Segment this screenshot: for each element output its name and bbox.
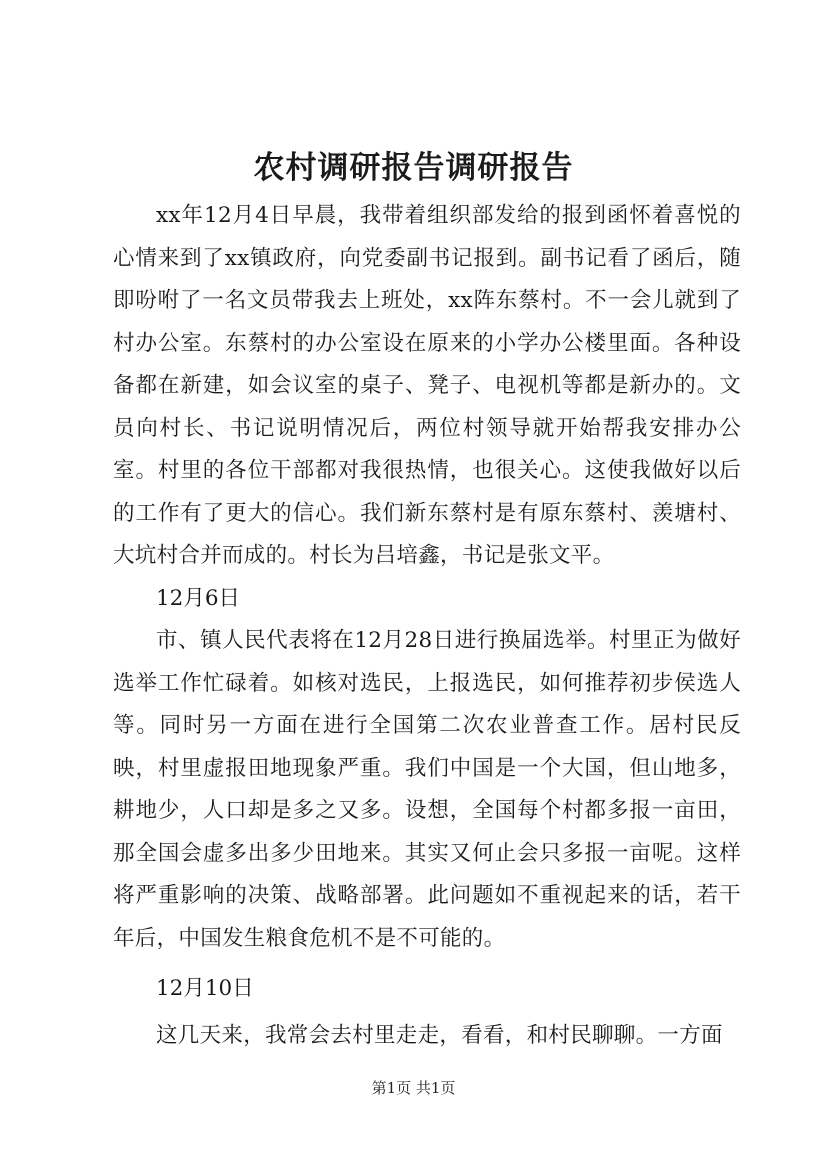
date-heading-dec-6: 12月6日: [156, 585, 241, 611]
document-body: [113, 195, 741, 1057]
page-number-footer: 第1页 共1页: [371, 1079, 456, 1097]
date-heading-dec-10: 12月10日: [156, 976, 254, 1001]
page-title: 农村调研报告调研报告: [253, 150, 574, 186]
paragraph-dec-4: xx年12月4日早晨，我带着组织部发给的报到函怀着喜悦的心情来到了xx镇政府，向党委副书记报到。副书记看了函后，随即吩咐了一名文员带我去上班处，xx阵东蔡村。不一会儿就到了村办公室。东蔡村的办公室设在原来的小学办公楼里面。各种设备都在新建，如会议室的桌子、凳子、电视机等都是新办的。文员向村长、书记说明情况后，两位村领导就开始帮我安排办公室。村里的各位干部都对我很热情，也很关心。这使我做好以后的工作有了更大的信心。我们新东蔡村是有原东蔡村、羡塘村、大坑村合并而成的。村长为吕培鑫，书记是张文平。: [113, 203, 741, 568]
paragraph-dec-6: 市、镇人民代表将在12月28日进行换届选举。村里正为做好选举工作忙碌着。如核对选民，上报选民，如何推荐初步侯选人等。同时另一方面在进行全国第二次农业普查工作。居村民反映，村里虚报田地现象严重。我们中国是一个大国，但山地多，耕地少，人口却是多之又多。设想，全国每个村都多报一亩田，那全国会虚多出多少田地来。其实又何止会只多报一亩呢。这样将严重影响的决策、战略部署。此问题如不重视起来的话，若干年后，中国发生粮食危机不是不可能的。: [113, 628, 741, 951]
paragraph-dec-10: 这几天来，我常会去村里走走，看看，和村民聊聊。一方面: [156, 1022, 723, 1048]
